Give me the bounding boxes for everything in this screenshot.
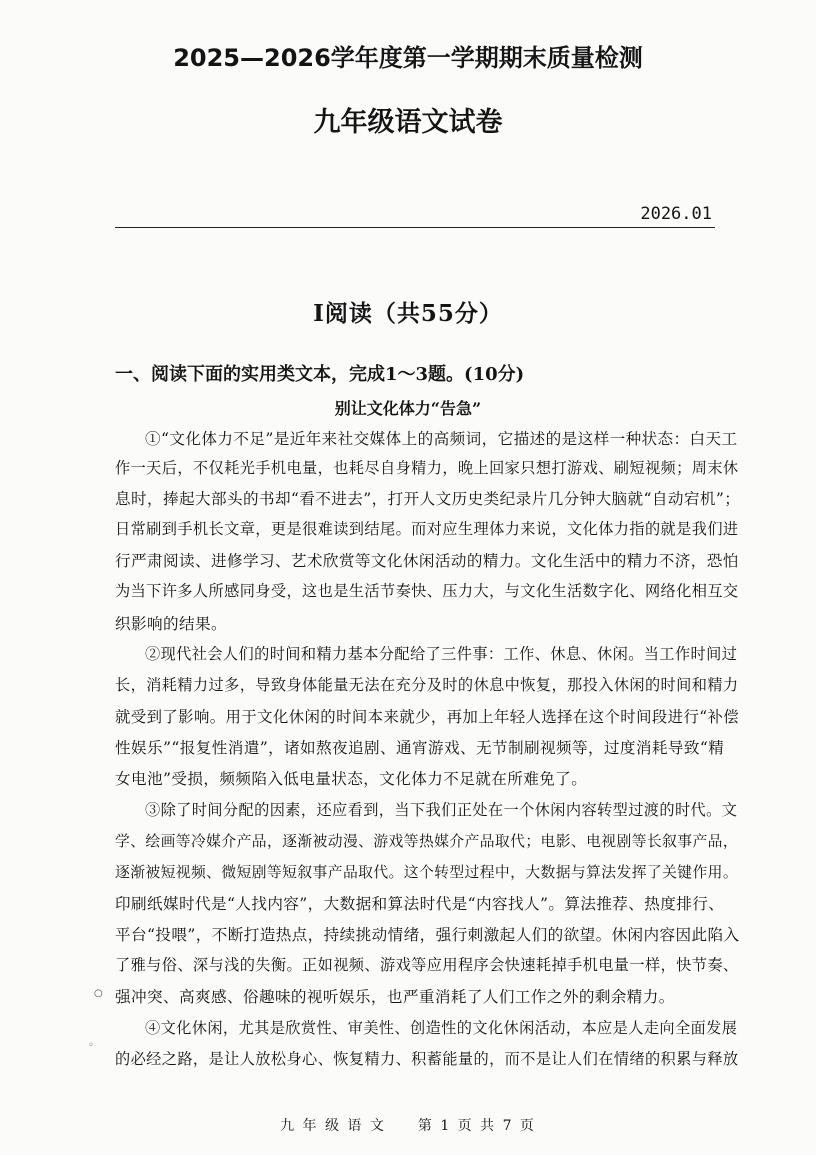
body-line: ①“文化体力不足”是近年来社交媒体上的高频词，它描述的是这样一种状态：白天工 (145, 430, 738, 448)
body-line: 女电池”受损，频频陷入低电量状态，文化体力不足就在所难免了。 (115, 770, 588, 788)
body-line: 了雅与俗、深与浅的失衡。正如视频、游戏等应用程序会快速耗掉手机电量一样，快节奏、 (115, 956, 739, 974)
body-line: ②现代社会人们的时间和精力基本分配给了三件事：工作、休息、休闲。当工作时间过 (145, 645, 738, 663)
body-line: 织影响的结果。 (115, 615, 227, 633)
body-line: 的必经之路，是让人放松身心、恢复精力、积蓄能量的，而不是让人们在情绪的积累与释放 (115, 1050, 739, 1068)
article-title: 别让文化体力“告急” (334, 399, 482, 418)
body-line: 日常刷到手机长文章，更是很难读到结尾。而对应生理体力来说，文化体力指的就是我们进 (115, 520, 739, 538)
margin-mark: ◦ (88, 1040, 94, 1051)
body-line: 性娱乐”“报复性消遣”，诸如熬夜追剧、通宵游戏、无节制刷视频等，过度消耗导致“精 (115, 739, 725, 757)
body-line: ③除了时间分配的因素，还应看到，当下我们正处在一个休闲内容转型过渡的时代。文 (145, 801, 738, 819)
header-divider (115, 227, 715, 228)
paper-title: 九年级语文试卷 (313, 107, 503, 138)
body-line: 为当下许多人所感同身受，这也是生活节奏快、压力大，与文化生活数字化、网络化相互交 (115, 582, 739, 600)
body-line: 作一天后，不仅耗光手机电量，也耗尽自身精力，晚上回家只想打游戏、刷短视频；周末休 (115, 459, 739, 477)
exam-title: 2025—2026学年度第一学期期末质量检测 (173, 44, 643, 72)
body-line: 强冲突、高爽感、俗趣味的视听娱乐，也严重消耗了人们工作之外的剩余精力。 (115, 988, 675, 1006)
body-line: 行严肃阅读、进修学习、艺术欣赏等文化休闲活动的精力。文化生活中的精力不济，恐怕 (115, 552, 739, 570)
body-line: ④文化休闲，尤其是欣赏性、审美性、创造性的文化休闲活动，本应是人走向全面发展 (145, 1019, 738, 1037)
body-line: 印刷纸媒时代是“人找内容”，大数据和算法时代是“内容找人”。算法推荐、热度排行、 (115, 895, 725, 913)
body-line: 逐渐被短视频、微短剧等短叙事产品取代。这个转型过程中，大数据与算法发挥了关键作用。 (115, 864, 739, 881)
body-line: 学、绘画等冷媒介产品，逐渐被动漫、游戏等热媒介产品取代；电影、电视剧等长叙事产品， (115, 833, 739, 850)
exam-date: 2026.01 (640, 204, 712, 224)
margin-mark: ○ (94, 988, 103, 999)
page-footer: 九 年 级 语 文 第 1 页 共 7 页 (280, 1118, 536, 1134)
body-line: 长，消耗精力过多，导致身体能量无法在充分及时的休息中恢复，那投入休闲的时间和精力 (115, 676, 739, 694)
section-title: Ⅰ阅读（共55分） (313, 300, 503, 327)
question-heading: 一、阅读下面的实用类文本，完成1～3题。(10分) (115, 364, 525, 385)
body-line: 平台“投喂”，不断打造热点，持续挑动情绪，强行刺激起人们的欲望。休闲内容因此陷入 (115, 926, 740, 944)
body-line: 就受到了影响。用于文化休闲的时间本来就少，再加上年轻人选择在这个时间段进行“补偿 (115, 708, 740, 726)
body-line: 息时，捧起大部头的书却“看不进去”，打开人文历史类纪录片几分钟大脑就“自动宕机”； (115, 490, 741, 508)
